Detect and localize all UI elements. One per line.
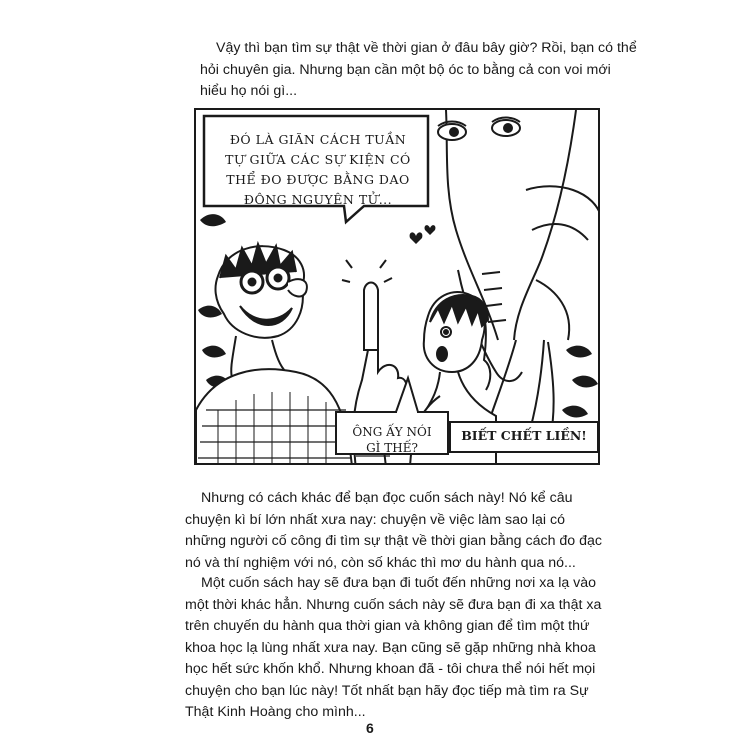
intro-paragraph: Vậy thì bạn tìm sự thật về thời gian ở đâu bây giờ? Rồi, bạn có thể hỏi chuyên gia. Nhưng bạn cần một bộ óc to bằng cả con voi mới hiểu họ nói gì... xyxy=(200,40,637,99)
heart-icon xyxy=(425,225,436,235)
comic-panel xyxy=(194,108,600,465)
body-paragraph: Nhưng có cách khác để bạn đọc cuốn sách này! Nó kể câu chuyện kì bí lớn nhất xưa nay: chuyện về việc làm sao lại có những người cố công đi tìm sự thật về thời gian bằng cách đo đạc nó và thí nghiệm với nó, còn số khác thì mơ du hành qua nó... xyxy=(185,490,603,571)
body-paragraph: Một cuốn sách hay sẽ đưa bạn đi tuốt đến những nơi xa lạ vào một thời khác hẳn. Nhưng cuốn sách này sẽ đưa bạn đi xa thật xa trên chuyến du hành qua thời gian và không gian để tìm một thứ khoa học lạ lùng nhất xưa nay. Bạn cũng sẽ gặp những nhà khoa học hết sức khốn khổ. Nhưng khoan đã - tôi chưa thể nói hết mọi chuyện cho bạn lúc này! Tốt nhất bạn hãy đọc tiếp mà tìm ra Sự Thật Kinh Hoàng cho mình... xyxy=(185,575,602,720)
page-number: 6 xyxy=(366,720,374,736)
boy-speech-text: ÔNG ẤY NÓI GÌ THẾ? xyxy=(352,425,432,455)
dog-speech-text: BIẾT CHẾT LIỀN! xyxy=(461,428,587,443)
expert-speech-text: ĐÓ LÀ GIÃN CÁCH TUẦN TỰ GIỮA CÁC SỰ KIỆN CÓ THỂ ĐO ĐƯỢC BẰNG DAO ĐỘNG NGUYÊN TỬ... xyxy=(225,132,411,207)
heart-icon xyxy=(410,232,423,244)
